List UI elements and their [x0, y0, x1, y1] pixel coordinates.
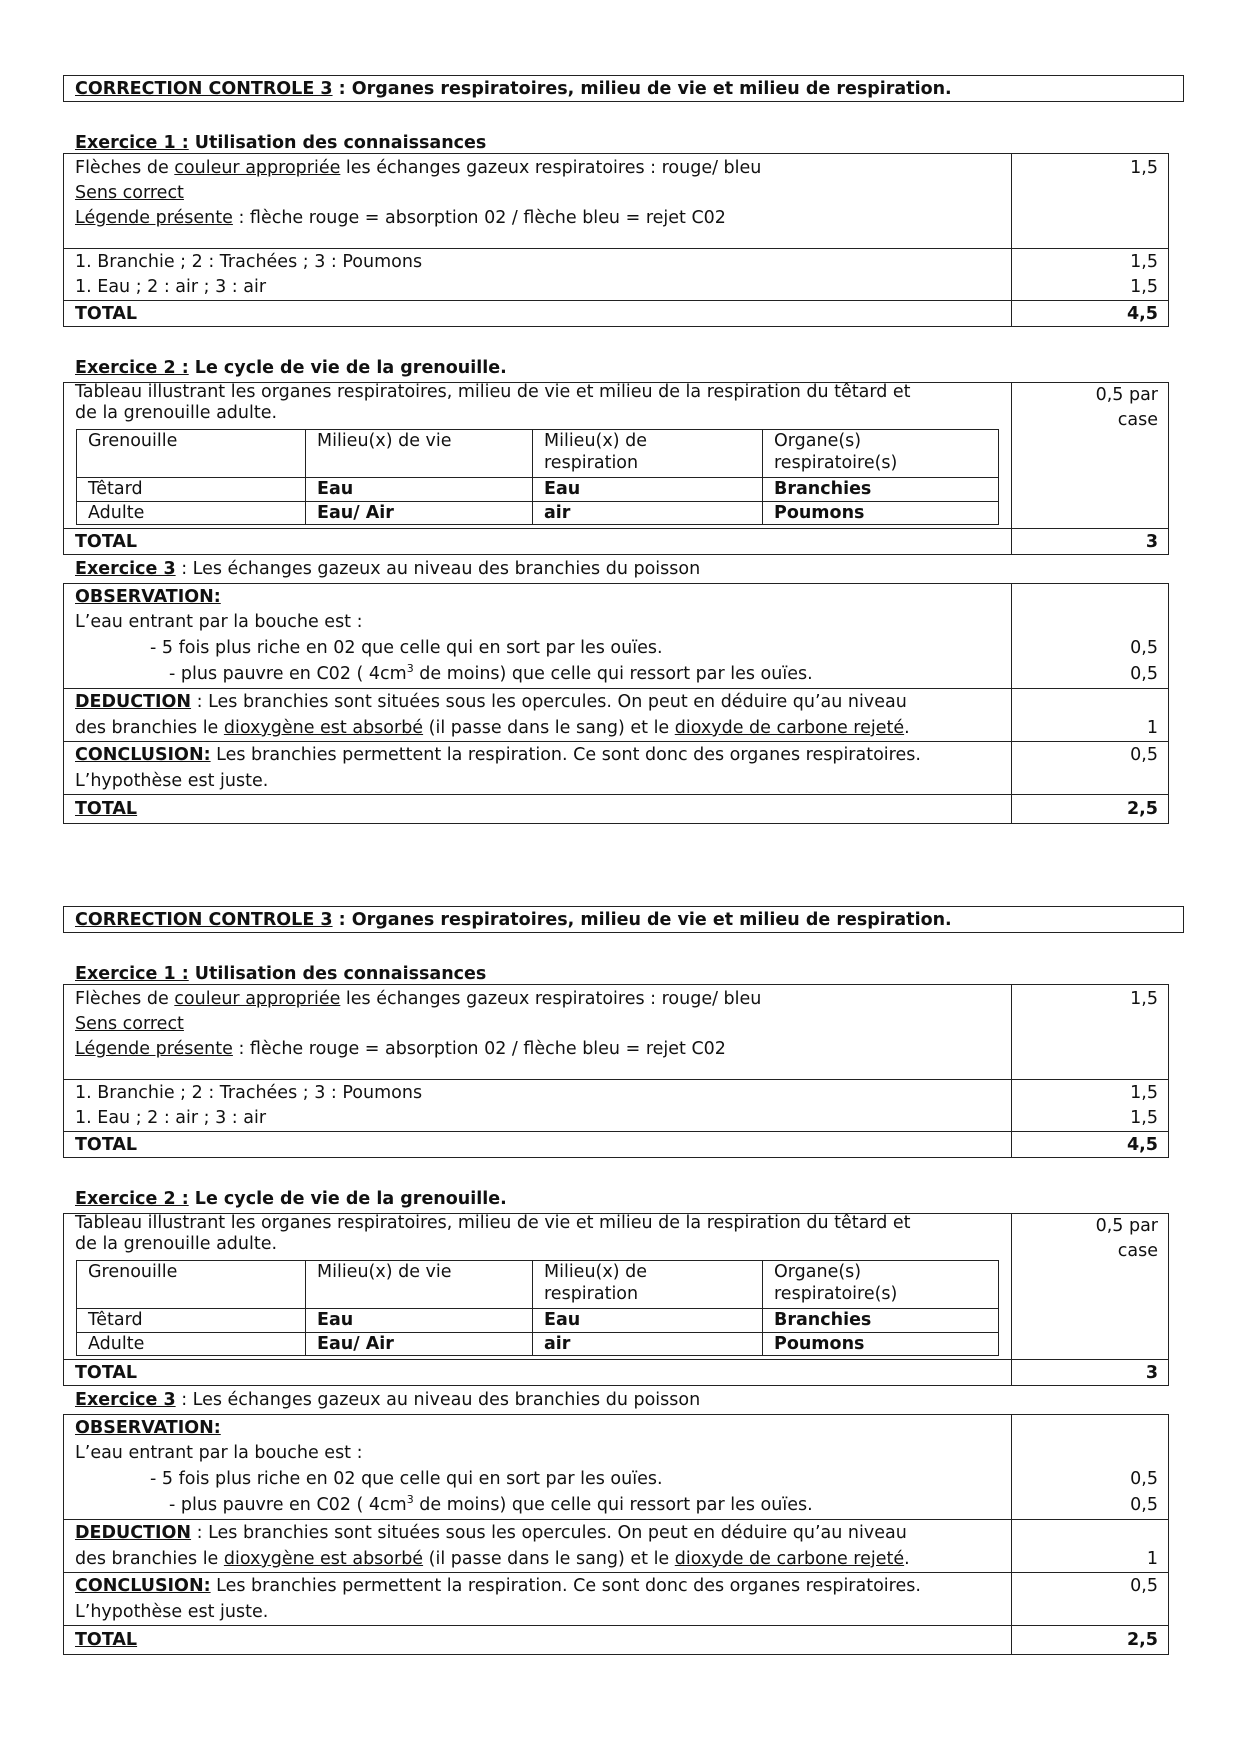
exercise-3-heading: Exercice 3 : Les échanges gazeux au niveau des branchies du poisson — [75, 559, 701, 579]
exercise-1-row-arrows: Flèches de couleur appropriée les échanges gazeux respiratoires : rouge/ bleu Sens correct Légende présente : flèche rouge = absorption 02 / flèche bleu = rejet C02 1,5 — [64, 985, 1168, 1079]
exercise-1-total: TOTAL 4,5 — [64, 300, 1168, 327]
correction-sheet-copy-2 — [0, 831, 1240, 1661]
exercise-3-heading: Exercice 3 : Les échanges gazeux au niveau des branchies du poisson — [75, 1390, 701, 1410]
exercise-2-heading: Exercice 2 : Le cycle de vie de la grenouille. — [75, 358, 507, 378]
frog-stages-table — [76, 1260, 999, 1356]
conclusion-row: CONCLUSION: Les branchies permettent la respiration. Ce sont donc des organes respiratoires. L’hypothèse est juste. 0,5 — [64, 741, 1168, 795]
exercise-3-table — [63, 583, 1169, 824]
correction-sheet-copy-1 — [0, 0, 1240, 830]
exercise-2-total: TOTAL 3 — [64, 528, 1168, 555]
exercise-2-table: Tableau illustrant les organes respiratoires, milieu de vie et milieu de la respiration du têtard et de la grenouille adulte. Grenouille Milieu(x) de vie Milieu(x) de respiration Organe(s) respiratoire(s) Têtard Eau Eau Branchies Adulte Eau/ Air air Poumons 0,5 par case TOTAL 3 — [63, 1213, 1169, 1386]
frog-stages-table — [76, 429, 999, 525]
document-title: CORRECTION CONTROLE 3 : Organes respiratoires, milieu de vie et milieu de respiration. — [63, 75, 1184, 102]
exercise-3-table — [63, 1414, 1169, 1655]
observation-row: OBSERVATION: L’eau entrant par la bouche est : - 5 fois plus riche en 02 que celle qui en sort par les ouïes. - plus pauvre en C02 ( $4cm^3$ de moins) que celle qui ressort par les ouïes. 0,5 0,5 — [64, 1415, 1168, 1519]
exercise-1-row-organs: 1. Branchie ; 2 : Trachées ; 3 : Poumons 1. Eau ; 2 : air ; 3 : air 1,5 1,5 — [64, 1079, 1168, 1132]
exercise-3-total: TOTAL 2,5 — [64, 794, 1168, 824]
exercise-1-heading: Exercice 1 : Utilisation des connaissances — [75, 964, 487, 984]
frog-table-row-adulte: Adulte Eau/ Air air Poumons — [77, 501, 998, 525]
exercise-2-table: Tableau illustrant les organes respiratoires, milieu de vie et milieu de la respiration du têtard et de la grenouille adulte. Grenouille Milieu(x) de vie Milieu(x) de respiration Organe(s) respiratoire(s) Têtard Eau Eau Branchies Adulte Eau/ Air air Poumons 0,5 par case TOTAL 3 — [63, 382, 1169, 555]
conclusion-row: CONCLUSION: Les branchies permettent la respiration. Ce sont donc des organes respiratoires. L’hypothèse est juste. 0,5 — [64, 1572, 1168, 1626]
document-title: CORRECTION CONTROLE 3 : Organes respiratoires, milieu de vie et milieu de respiration. — [63, 906, 1184, 933]
frog-table-row-tetard: Têtard Eau Eau Branchies — [77, 1308, 998, 1333]
frog-table-header: Grenouille Milieu(x) de vie Milieu(x) de respiration Organe(s) respiratoire(s) — [77, 1261, 998, 1308]
exercise-1-table — [63, 984, 1169, 1158]
exercise-1-row-arrows: Flèches de couleur appropriée les échanges gazeux respiratoires : rouge/ bleu Sens correct Légende présente : flèche rouge = absorption 02 / flèche bleu = rejet C02 1,5 — [64, 154, 1168, 248]
exercise-2-total: TOTAL 3 — [64, 1359, 1168, 1386]
exercise-1-total: TOTAL 4,5 — [64, 1131, 1168, 1158]
observation-row: OBSERVATION: L’eau entrant par la bouche est : - 5 fois plus riche en 02 que celle qui en sort par les ouïes. - plus pauvre en C02 ( $4cm^3$ de moins) que celle qui ressort par les ouïes. 0,5 0,5 — [64, 584, 1168, 688]
exercise-1-table — [63, 153, 1169, 327]
exercise-2-heading: Exercice 2 : Le cycle de vie de la grenouille. — [75, 1189, 507, 1209]
deduction-row: DEDUCTION : Les branchies sont situées sous les opercules. On peut en déduire qu’au niveau des branchies le dioxygène est absorbé (il passe dans le sang) et le dioxyde de carbone rejeté. 1 — [64, 1519, 1168, 1573]
exercise-3-total: TOTAL 2,5 — [64, 1625, 1168, 1655]
frog-table-row-tetard: Têtard Eau Eau Branchies — [77, 477, 998, 502]
frog-table-header: Grenouille Milieu(x) de vie Milieu(x) de respiration Organe(s) respiratoire(s) — [77, 430, 998, 477]
deduction-row: DEDUCTION : Les branchies sont situées sous les opercules. On peut en déduire qu’au niveau des branchies le dioxygène est absorbé (il passe dans le sang) et le dioxyde de carbone rejeté. 1 — [64, 688, 1168, 742]
frog-table-row-adulte: Adulte Eau/ Air air Poumons — [77, 1332, 998, 1356]
exercise-1-heading: Exercice 1 : Utilisation des connaissances — [75, 133, 487, 153]
exercise-1-row-organs: 1. Branchie ; 2 : Trachées ; 3 : Poumons 1. Eau ; 2 : air ; 3 : air 1,5 1,5 — [64, 248, 1168, 301]
